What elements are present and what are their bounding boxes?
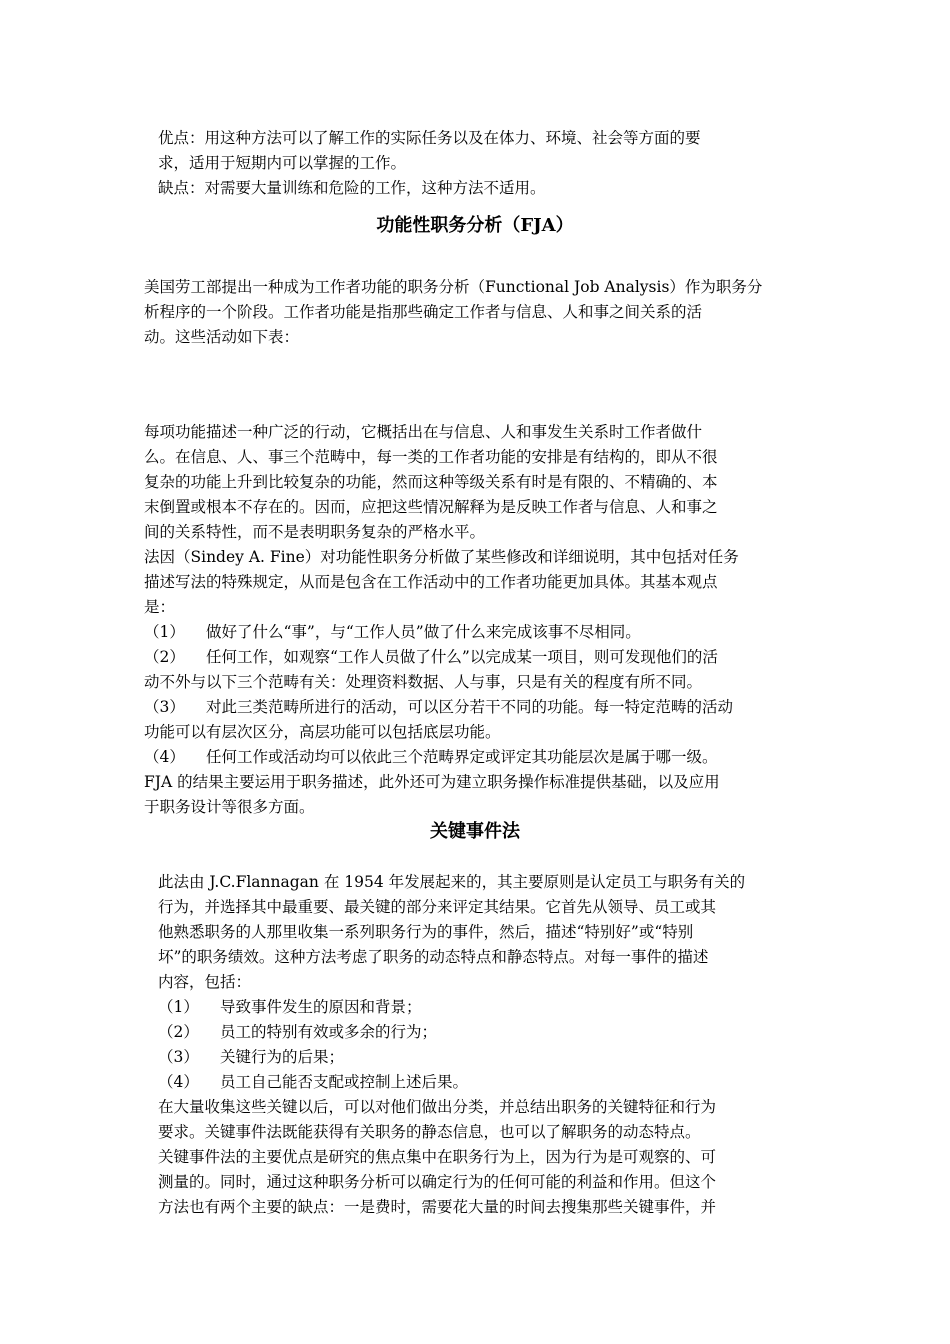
- text-line: 要求。关键事件法既能获得有关职务的静态信息，也可以了解职务的动态特点。: [158, 1123, 701, 1141]
- list-text: 员工自己能否支配或控制上述后果。: [220, 1073, 469, 1091]
- cim-list: [158, 995, 798, 1095]
- text-line: 求，适用于短期内可以掌握的工作。: [158, 154, 407, 172]
- fja-function-paragraph: [144, 420, 808, 545]
- fja-conclusion-paragraph: [144, 770, 808, 820]
- text-line: 析程序的一个阶段。工作者功能是指那些确定工作者与信息、人和事之间关系的活: [144, 303, 703, 321]
- text-line: 测量的。同时，通过这种职务分析可以确定行为的任何可能的利益和作用。但这个: [158, 1173, 717, 1191]
- fja-list: [144, 620, 808, 770]
- list-number: （4）: [158, 1073, 199, 1091]
- text-line: 末倒置或根本不存在的。因而，应把这些情况解释为是反映工作者与信息、人和事之: [144, 498, 718, 516]
- list-item: [158, 1070, 798, 1095]
- list-number: （2）: [144, 648, 185, 666]
- list-text-continuation: 动不外与以下三个范畴有关：处理资料数据、人与事，只是有关的程度有所不同。: [144, 673, 703, 691]
- text-line: 方法也有两个主要的缺点：一是费时，需要花大量的时间去搜集那些关键事件，并: [158, 1198, 717, 1216]
- text-line: 内容，包括：: [158, 973, 252, 991]
- text-line: 每项功能描述一种广泛的行动，它概括出在与信息、人和事发生关系时工作者做什: [144, 423, 703, 441]
- cim-advantages-paragraph: [158, 1145, 798, 1220]
- list-number: （3）: [144, 698, 185, 716]
- list-text: 做好了什么“事”，与“工作人员”做了什么来完成该事不尽相同。: [206, 623, 641, 641]
- list-text: 对此三类范畴所进行的活动，可以区分若干不同的功能。每一特定范畴的活动: [206, 698, 734, 716]
- text-line: FJA 的结果主要运用于职务描述，此外还可为建立职务操作标准提供基础，以及应用: [144, 773, 720, 791]
- text-line: 描述写法的特殊规定，从而是包含在工作活动中的工作者功能更加具体。其基本观点: [144, 573, 718, 591]
- text-line: 行为，并选择其中最重要、最关键的部分来评定其结果。它首先从领导、员工或其: [158, 898, 717, 916]
- list-text: 导致事件发生的原因和背景；: [220, 998, 422, 1016]
- text-line: 优点：用这种方法可以了解工作的实际任务以及在体力、环境、社会等方面的要: [158, 129, 701, 147]
- text-line: 是：: [144, 598, 176, 616]
- text-line: 在大量收集这些关键以后，可以对他们做出分类，并总结出职务的关键特征和行为: [158, 1098, 717, 1116]
- list-item: [158, 1045, 798, 1070]
- fja-intro-paragraph: [144, 275, 808, 350]
- list-text: 任何工作或活动均可以依此三个范畴界定或评定其功能层次是属于哪一级。: [206, 748, 718, 766]
- cim-classification-paragraph: [158, 1095, 798, 1145]
- list-number: （1）: [144, 623, 185, 641]
- list-item: [158, 1020, 798, 1045]
- pros-paragraph: [158, 126, 798, 176]
- text-line: 关键事件法的主要优点是研究的焦点集中在职务行为上，因为行为是可观察的、可: [158, 1148, 717, 1166]
- list-number: （2）: [158, 1023, 199, 1041]
- cim-intro-paragraph: [158, 870, 798, 995]
- text-line: 他熟悉职务的人那里收集一系列职务行为的事件，然后，描述“特别好”或“特别: [158, 923, 694, 941]
- list-item: [144, 695, 808, 720]
- cons-paragraph: [158, 176, 798, 201]
- fja-fine-paragraph: [144, 545, 808, 620]
- list-text-continuation: 功能可以有层次区分，高层功能可以包括底层功能。: [144, 723, 501, 741]
- list-item: [158, 995, 798, 1020]
- fja-heading: 功能性职务分析（FJA）: [376, 215, 574, 236]
- list-item: [144, 645, 808, 670]
- text-line: 美国劳工部提出一种成为工作者功能的职务分析（Functional Job Analysis）作为职务分: [144, 278, 763, 296]
- list-text: 关键行为的后果；: [220, 1048, 345, 1066]
- text-line: 于职务设计等很多方面。: [144, 798, 315, 816]
- text-line: 法因（Sindey A. Fine）对功能性职务分析做了某些修改和详细说明，其中包括对任务: [144, 548, 739, 566]
- cim-heading: 关键事件法: [430, 821, 520, 842]
- text-line: 缺点：对需要大量训练和危险的工作，这种方法不适用。: [158, 179, 546, 197]
- text-line: 复杂的功能上升到比较复杂的功能，然而这种等级关系有时是有限的、不精确的、本: [144, 473, 718, 491]
- text-line: 动。这些活动如下表：: [144, 328, 300, 346]
- list-number: （1）: [158, 998, 199, 1016]
- list-text: 员工的特别有效或多余的行为；: [220, 1023, 438, 1041]
- text-line: 间的关系特性，而不是表明职务复杂的严格水平。: [144, 523, 486, 541]
- list-number: （4）: [144, 748, 185, 766]
- list-item: [144, 620, 808, 645]
- text-line: 么。在信息、人、事三个范畴中，每一类的工作者功能的安排是有结构的，即从不很: [144, 448, 718, 466]
- list-item: [144, 745, 808, 770]
- list-text: 任何工作，如观察“工作人员做了什么”以完成某一项目，则可发现他们的活: [206, 648, 718, 666]
- text-line: 此法由 J.C.Flannagan 在 1954 年发展起来的，其主要原则是认定员工与职务有关的: [158, 873, 746, 891]
- list-number: （3）: [158, 1048, 199, 1066]
- text-line: 坏”的职务绩效。这种方法考虑了职务的动态特点和静态特点。对每一事件的描述: [158, 948, 709, 966]
